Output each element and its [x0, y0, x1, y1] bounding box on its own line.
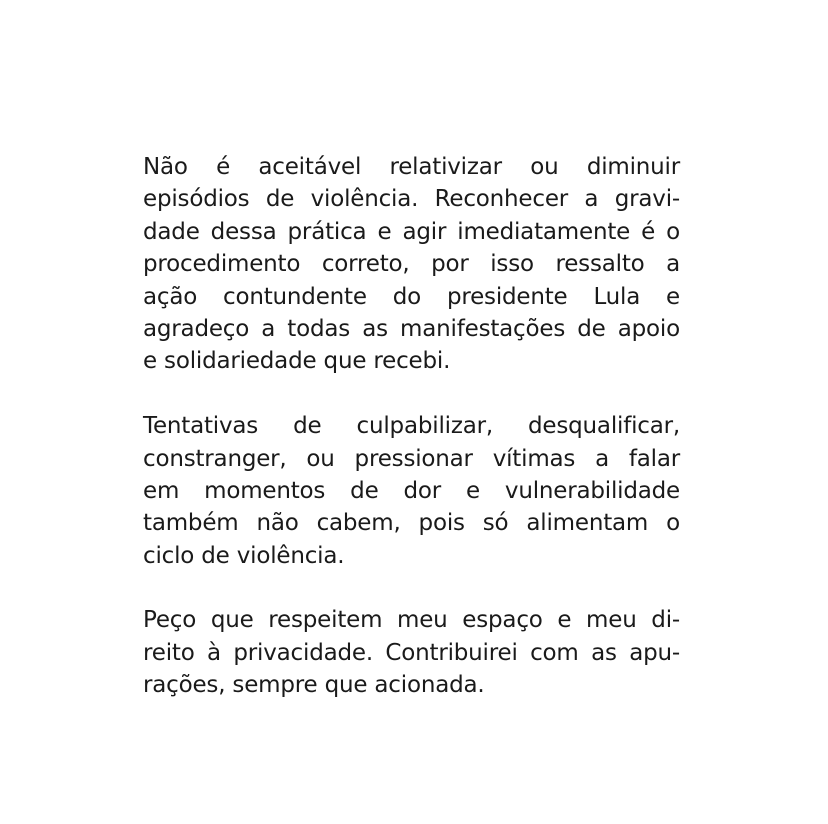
text-line: procedimento correto, por isso ressalto a — [143, 251, 680, 278]
text-line: episódios de violência. Reconhecer a gravi- — [143, 186, 680, 213]
paragraph-gap — [143, 572, 680, 604]
paragraph-2 — [143, 410, 680, 572]
text-line: Tentativas de culpabilizar, desqualificar, — [143, 413, 680, 440]
text-line: dade dessa prática e agir imediatamente é o — [143, 218, 680, 245]
text-line: também não cabem, pois só alimentam o — [143, 510, 680, 537]
text-line: reito à privacidade. Contribuirei com as apu- — [143, 639, 680, 666]
paragraph-1 — [143, 151, 680, 378]
statement-text — [143, 151, 680, 702]
text-line: Não é aceitável relativizar ou diminuir — [143, 154, 680, 180]
text-line: e solidariedade que recebi. — [143, 348, 451, 375]
text-line: em momentos de dor e vulnerabilidade — [143, 477, 680, 504]
paragraph-gap — [143, 378, 680, 410]
text-line: constranger, ou pressionar vítimas a falar — [143, 445, 680, 472]
text-line: rações, sempre que acionada. — [143, 672, 485, 699]
text-line: ação contundente do presidente Lula e — [143, 283, 680, 310]
text-line: ciclo de violência. — [143, 542, 345, 569]
text-line: agradeço a todas as manifestações de apoio — [143, 315, 680, 342]
paragraph-3 — [143, 604, 680, 701]
text-line: Peço que respeitem meu espaço e meu di- — [143, 607, 680, 634]
